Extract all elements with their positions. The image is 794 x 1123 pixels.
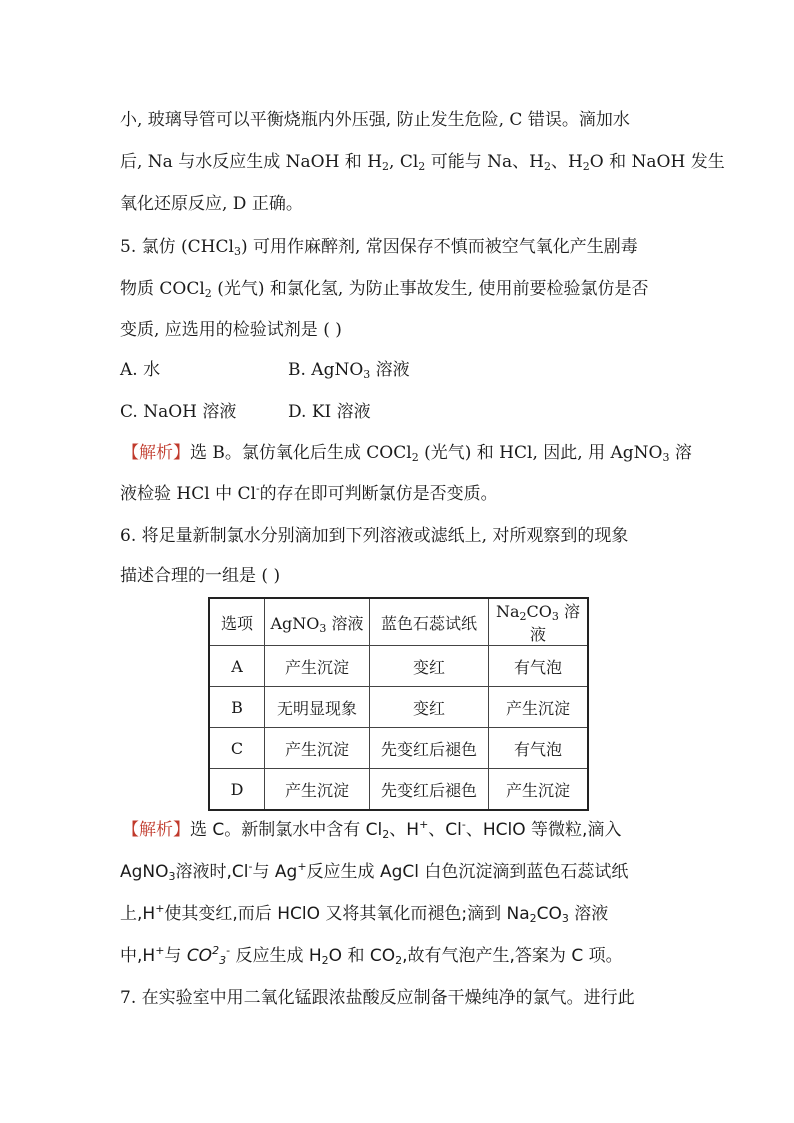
text: O 和 CO (328, 946, 396, 966)
text: 反应生成 H (230, 946, 322, 966)
table-cell: 产生沉淀 (265, 728, 370, 769)
text: ) 可用作麻醉剂, 常因保存不慎而被空气氧化产生剧毒 (240, 237, 638, 257)
text: (光气) 和氯化氢, 为防止事故发生, 使用前要检验氯仿是否 (211, 279, 649, 299)
text: 6. 将足量新制氯水分别滴加到下列溶液或滤纸上, 对所观察到的现象 (120, 526, 629, 546)
text: , Cl (389, 152, 419, 172)
question-6-table (208, 597, 589, 811)
superscript: + (155, 902, 165, 915)
subscript: 2 (204, 287, 212, 300)
subscript: 3 (551, 610, 559, 623)
text: CO (536, 904, 562, 924)
text: 使其变红,而后 HClO 又将其氧化而褪色;滴到 Na (164, 904, 530, 924)
table-cell: C (209, 728, 265, 769)
superscript: - (226, 944, 231, 957)
table-cell: 产生沉淀 (489, 769, 589, 811)
text-line (120, 108, 630, 132)
text: 中,H (120, 946, 156, 966)
subscript: 2 (582, 160, 590, 173)
text: AgNO (120, 862, 169, 882)
text: 与 Ag (252, 862, 298, 882)
text: Na (495, 602, 520, 621)
text: 小, 玻璃导管可以平衡烧瓶内外压强, 防止发生危险, C 错误。滴加水 (120, 110, 630, 130)
option-d (288, 400, 371, 424)
superscript: - (461, 818, 466, 831)
table-cell: D (209, 769, 265, 811)
table-cell: 产生沉淀 (489, 687, 589, 728)
superscript: + (297, 860, 307, 873)
answer-5-line (120, 482, 498, 506)
answer-5-line (122, 441, 692, 465)
question-6-line (120, 564, 280, 588)
text: 选 B。氯仿氧化后生成 COCl (190, 443, 412, 463)
text: B. AgNO (288, 360, 364, 380)
text: 的存在即可判断氯仿是否变质。 (259, 484, 498, 504)
option-b (288, 358, 410, 382)
subscript: 3 (662, 451, 670, 464)
table-cell: 先变红后褪色 (370, 728, 489, 769)
text: CO (526, 602, 552, 621)
subscript: 3 (319, 621, 327, 635)
text: 溶液时,Cl (175, 862, 249, 882)
text: ,故有气泡产生,答案为 C 项。 (402, 946, 623, 966)
table-cell: B (209, 687, 265, 728)
text: O 和 NaOH 发生 (589, 152, 725, 172)
text: 选项 (220, 613, 253, 633)
subscript: 2 (411, 451, 419, 464)
carbonate-formula: CO (186, 946, 213, 966)
text: 液检验 HCl 中 Cl (120, 484, 256, 504)
subscript: 2 (321, 954, 329, 967)
text: 描述合理的一组是 ( ) (120, 566, 281, 586)
table-cell: 先变红后褪色 (370, 769, 489, 811)
subscript: 2 (418, 160, 426, 173)
text: 溶 (669, 443, 692, 463)
answer-6-line (120, 860, 628, 884)
text: 7. 在实验室中用二氧化锰跟浓盐酸反应制备干燥纯净的氯气。进行此 (120, 988, 635, 1008)
superscript: 2 (212, 944, 220, 957)
text-line (120, 192, 303, 216)
table-cell: A (209, 646, 265, 687)
subscript: 2 (529, 912, 537, 925)
table-cell: 产生沉淀 (265, 769, 370, 811)
table-cell: 产生沉淀 (265, 646, 370, 687)
text: AgNO (270, 613, 320, 633)
text: 与 (164, 946, 187, 966)
superscript: - (248, 860, 253, 873)
text: 可能与 Na、H (425, 152, 544, 172)
text: 溶液 (529, 602, 580, 644)
subscript: 3 (219, 954, 227, 967)
header-cell (265, 598, 370, 646)
option-a (120, 358, 160, 382)
text: 变质, 应选用的检验试剂是 ( ) (120, 320, 342, 340)
subscript: 2 (519, 610, 527, 623)
superscript: - (255, 482, 260, 495)
subscript: 2 (382, 828, 390, 841)
text: 选 C。新制氯水中含有 Cl (190, 820, 383, 840)
table-cell: 无明显现象 (265, 687, 370, 728)
question-5-line (120, 235, 638, 259)
text: (光气) 和 HCl, 因此, 用 AgNO (418, 443, 663, 463)
header-cell (209, 598, 265, 646)
text: 、H (389, 820, 420, 840)
text: D. KI 溶液 (288, 402, 371, 422)
text: 溶液 (568, 904, 609, 924)
text: 蓝色石蕊试纸 (380, 613, 477, 633)
answer-6-line (120, 944, 623, 968)
superscript: + (419, 818, 429, 831)
answer-6-line (120, 902, 608, 926)
superscript: + (155, 944, 165, 957)
subscript: 2 (395, 954, 403, 967)
table-row (209, 769, 588, 811)
analysis-tag: 【解析】 (122, 820, 190, 840)
text: 、HClO 等微粒,滴入 (465, 820, 622, 840)
question-6-line (120, 524, 628, 548)
table-row (209, 728, 588, 769)
text: 5. 氯仿 (CHCl (120, 237, 234, 257)
option-c (120, 400, 236, 424)
text: 反应生成 AgCl 白色沉淀滴到蓝色石蕊试纸 (306, 862, 629, 882)
table-header-row (209, 598, 588, 646)
text: 上,H (120, 904, 156, 924)
text: 物质 COCl (120, 279, 205, 299)
table-cell: 变红 (370, 646, 489, 687)
text: 后, Na 与水反应生成 NaOH 和 H (120, 152, 383, 172)
question-5-line (120, 318, 342, 342)
header-cell (370, 598, 489, 646)
table-cell: 有气泡 (489, 728, 589, 769)
analysis-tag: 【解析】 (122, 443, 190, 463)
question-7-line (120, 986, 635, 1010)
text: 、H (550, 152, 583, 172)
subscript: 2 (543, 160, 551, 173)
answer-6-line (122, 818, 621, 842)
text: 氧化还原反应, D 正确。 (120, 194, 303, 214)
table-cell: 变红 (370, 687, 489, 728)
table-row (209, 687, 588, 728)
text: 溶液 (331, 613, 364, 633)
subscript: 2 (382, 160, 390, 173)
text-line (120, 150, 725, 174)
text: 溶液 (370, 360, 410, 380)
text: A. 水 (120, 360, 161, 380)
text: C. NaOH 溶液 (120, 402, 237, 422)
table-row (209, 646, 588, 687)
table-cell: 有气泡 (489, 646, 589, 687)
subscript: 3 (561, 912, 569, 925)
subscript: 3 (363, 368, 371, 381)
subscript: 3 (168, 870, 176, 883)
question-5-line (120, 277, 648, 301)
header-cell (489, 598, 589, 646)
text: 、Cl (428, 820, 462, 840)
subscript: 3 (233, 245, 241, 258)
